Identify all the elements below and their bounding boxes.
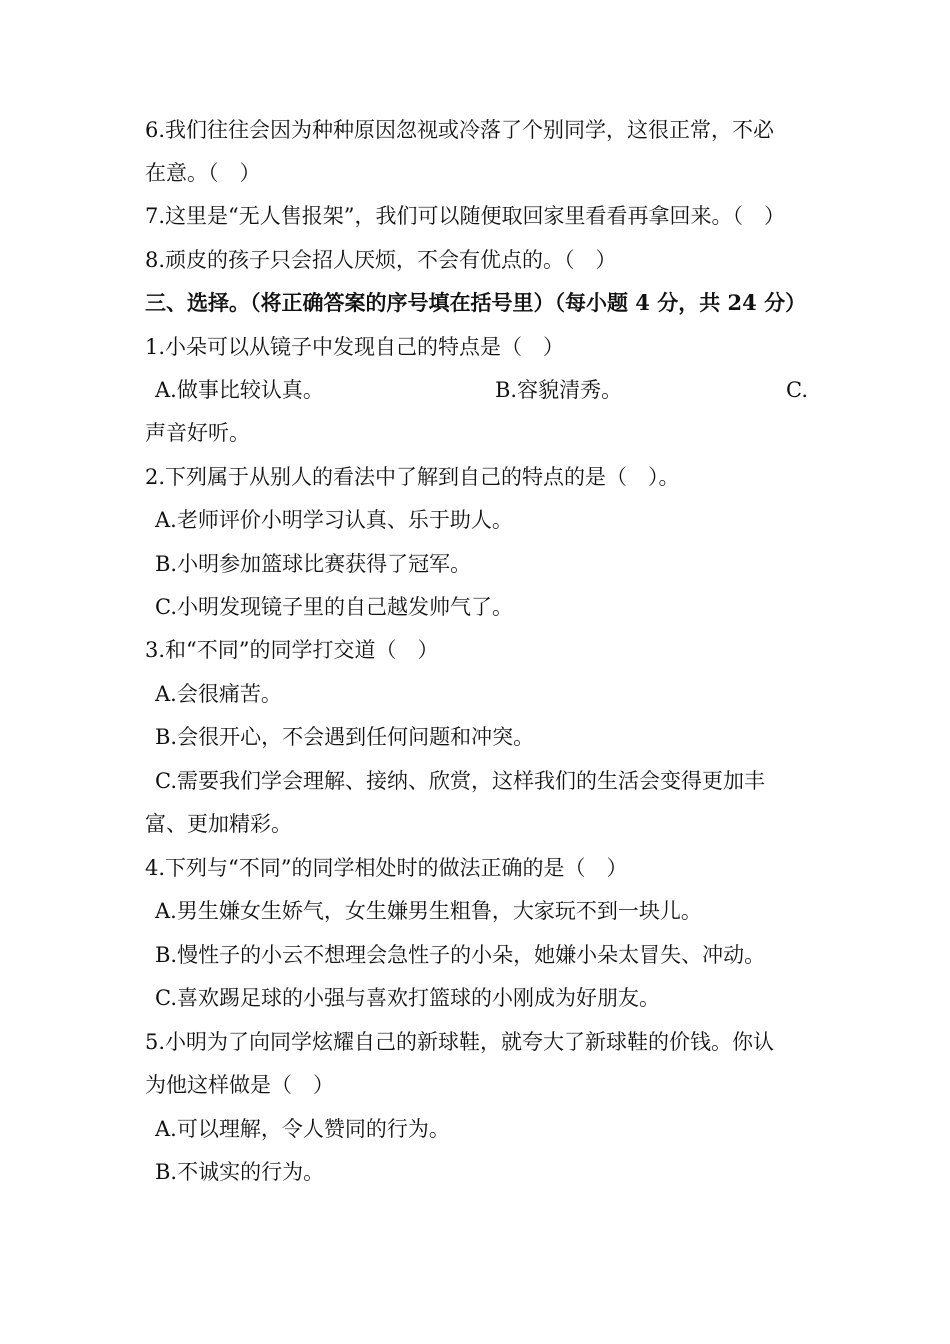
question-3-option-b: B.会很开心，不会遇到任何问题和冲突。: [155, 725, 535, 749]
question-1-stem: 1.小朵可以从镜子中发现自己的特点是（ ）: [145, 335, 565, 359]
section-3-heading: 三、选择。（将正确答案的序号填在括号里）（每小题 4 分，共 24 分）: [145, 290, 807, 315]
question-3-option-c-wrap: 富、更加精彩。: [145, 812, 292, 836]
judge-item-6-line1: 6.我们往往会因为种种原因忽视或冷落了个别同学，这很正常，不必: [145, 118, 775, 142]
question-1-option-b: B.容貌清秀。: [495, 378, 623, 402]
question-2-stem: 2.下列属于从别人的看法中了解到自己的特点的是（ ）。: [145, 465, 680, 489]
question-3-option-a: A.会很痛苦。: [155, 682, 282, 706]
judge-item-7: 7.这里是“无人售报架”，我们可以随便取回家里看看再拿回来。（ ）: [145, 204, 786, 228]
question-5-option-b: B.不诚实的行为。: [155, 1160, 325, 1184]
question-5-stem-line1: 5.小明为了向同学炫耀自己的新球鞋，就夸大了新球鞋的价钱。你认: [145, 1030, 775, 1054]
question-3-stem: 3.和“不同”的同学打交道（ ）: [145, 638, 439, 662]
question-4-option-b: B.慢性子的小云不想理会急性子的小朵，她嫌小朵太冒失、冲动。: [155, 943, 766, 967]
question-1-options-row: [155, 368, 808, 412]
question-1-option-a: A.做事比较认真。: [155, 378, 324, 402]
question-4-stem: 4.下列与“不同”的同学相处时的做法正确的是（ ）: [145, 856, 628, 880]
question-2-option-b: B.小明参加篮球比赛获得了冠军。: [155, 552, 472, 576]
question-2-option-c: C.小明发现镜子里的自己越发帅气了。: [155, 595, 513, 619]
question-5-option-a: A.可以理解，令人赞同的行为。: [155, 1117, 450, 1141]
question-2-option-a: A.老师评价小明学习认真、乐于助人。: [155, 508, 513, 532]
question-5-stem-line2: 为他这样做是（ ）: [145, 1073, 334, 1097]
question-1-option-c: C.: [786, 378, 808, 402]
question-1-option-c-wrap: 声音好听。: [145, 421, 250, 445]
judge-item-8: 8.顽皮的孩子只会招人厌烦，不会有优点的。（ ）: [145, 248, 617, 272]
question-4-option-a: A.男生嫌女生娇气，女生嫌男生粗鲁，大家玩不到一块儿。: [155, 899, 702, 923]
judge-item-6-line2: 在意。（ ）: [145, 161, 261, 185]
question-3-option-c: C.需要我们学会理解、接纳、欣赏，这样我们的生活会变得更加丰: [155, 769, 765, 793]
question-4-option-c: C.喜欢踢足球的小强与喜欢打篮球的小刚成为好朋友。: [155, 986, 660, 1010]
